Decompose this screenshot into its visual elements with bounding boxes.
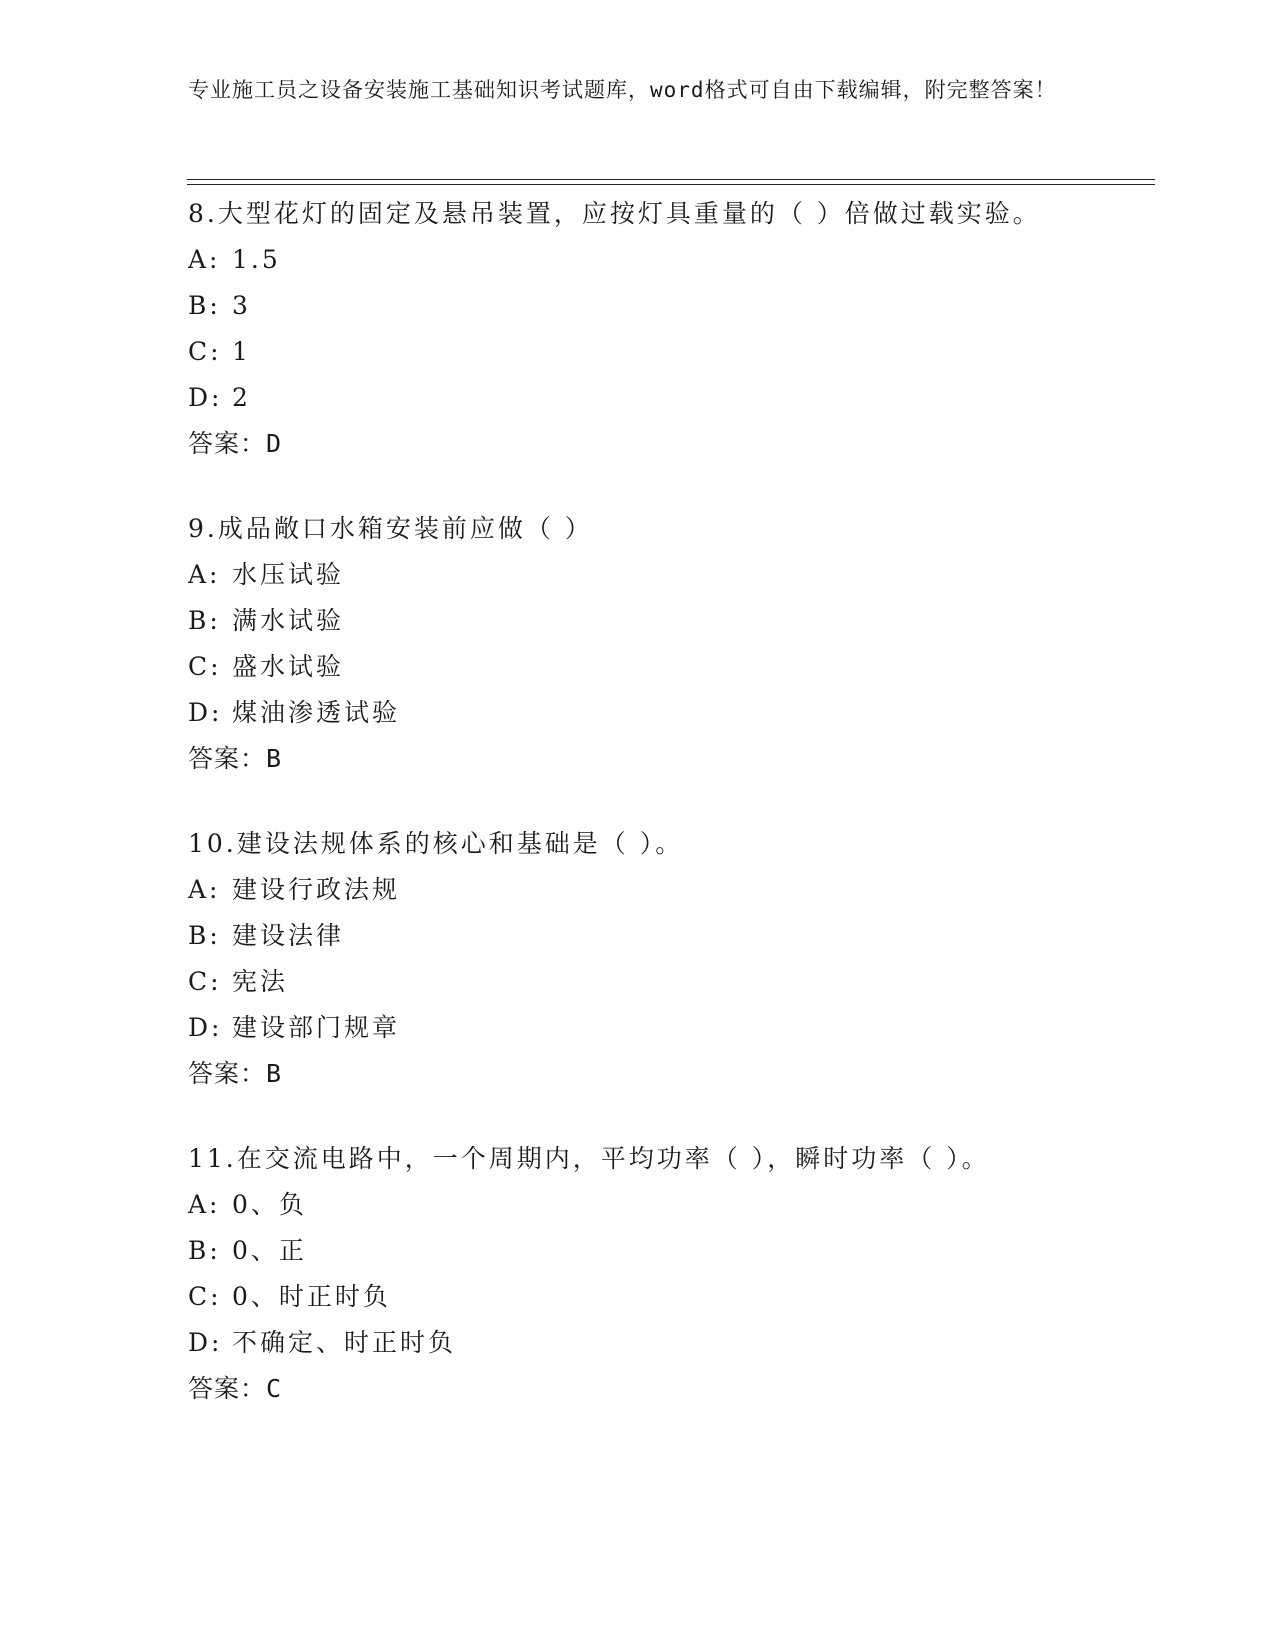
option-d (188, 383, 1148, 413)
option-d (188, 698, 1148, 728)
question-stem: 9.成品敞口水箱安装前应做（ ） (188, 514, 593, 543)
option-a (188, 875, 1148, 905)
option-key: B: (188, 606, 221, 635)
question-item (188, 199, 1148, 459)
option-key: C: (188, 652, 222, 681)
option-c (188, 337, 1148, 367)
header-divider-top (187, 179, 1155, 180)
option-text: 不确定、时正时负 (232, 1328, 457, 1357)
option-a (188, 1190, 1148, 1220)
option-key: A: (188, 875, 221, 904)
option-text: 0、时正时负 (232, 1282, 391, 1311)
option-d (188, 1328, 1148, 1358)
option-text: 建设行政法规 (232, 875, 401, 904)
option-a (188, 245, 1148, 275)
option-key: C: (188, 1282, 222, 1311)
question-item (188, 1144, 1148, 1404)
option-key: B: (188, 921, 221, 950)
option-key: A: (188, 560, 221, 589)
option-text: 1.5 (232, 245, 281, 274)
question-item (188, 514, 1148, 774)
option-c (188, 1282, 1148, 1312)
option-c (188, 967, 1148, 997)
option-a (188, 560, 1148, 590)
answer-line: 答案：B (188, 744, 283, 773)
option-key: C: (188, 337, 222, 366)
question-stem: 8.大型花灯的固定及悬吊装置，应按灯具重量的（ ）倍做过载实验。 (188, 199, 1041, 228)
option-b (188, 1236, 1148, 1266)
option-b (188, 921, 1148, 951)
question-stem: 10.建设法规体系的核心和基础是（ ）。 (188, 829, 684, 858)
header-divider-bottom (187, 184, 1155, 185)
answer-line: 答案：B (188, 1059, 283, 1088)
option-key: B: (188, 1236, 221, 1265)
option-text: 2 (232, 383, 251, 412)
option-text: 3 (232, 291, 251, 320)
option-text: 1 (232, 337, 251, 366)
option-key: A: (188, 1190, 221, 1219)
option-c (188, 652, 1148, 682)
option-key: C: (188, 967, 222, 996)
option-text: 煤油渗透试验 (232, 698, 401, 727)
answer-line: 答案：D (188, 429, 283, 458)
document-intro: 专业施工员之设备安装施工基础知识考试题库，word格式可自由下载编辑，附完整答案！ (188, 78, 1057, 102)
option-key: D: (188, 1013, 223, 1042)
option-d (188, 1013, 1148, 1043)
option-text: 建设法律 (232, 921, 345, 950)
option-text: 建设部门规章 (232, 1013, 401, 1042)
option-key: D: (188, 1328, 223, 1357)
option-text: 满水试验 (232, 606, 345, 635)
option-text: 0、负 (232, 1190, 307, 1219)
option-text: 宪法 (232, 967, 289, 996)
option-text: 盛水试验 (232, 652, 345, 681)
question-stem: 11.在交流电路中，一个周期内，平均功率（ ），瞬时功率（ ）。 (188, 1144, 990, 1173)
option-text: 0、正 (232, 1236, 307, 1265)
option-key: B: (188, 291, 221, 320)
option-key: D: (188, 383, 223, 412)
question-item (188, 829, 1148, 1089)
option-key: D: (188, 698, 223, 727)
option-b (188, 606, 1148, 636)
option-key: A: (188, 245, 221, 274)
answer-line: 答案：C (188, 1374, 283, 1403)
option-b (188, 291, 1148, 321)
option-text: 水压试验 (232, 560, 345, 589)
